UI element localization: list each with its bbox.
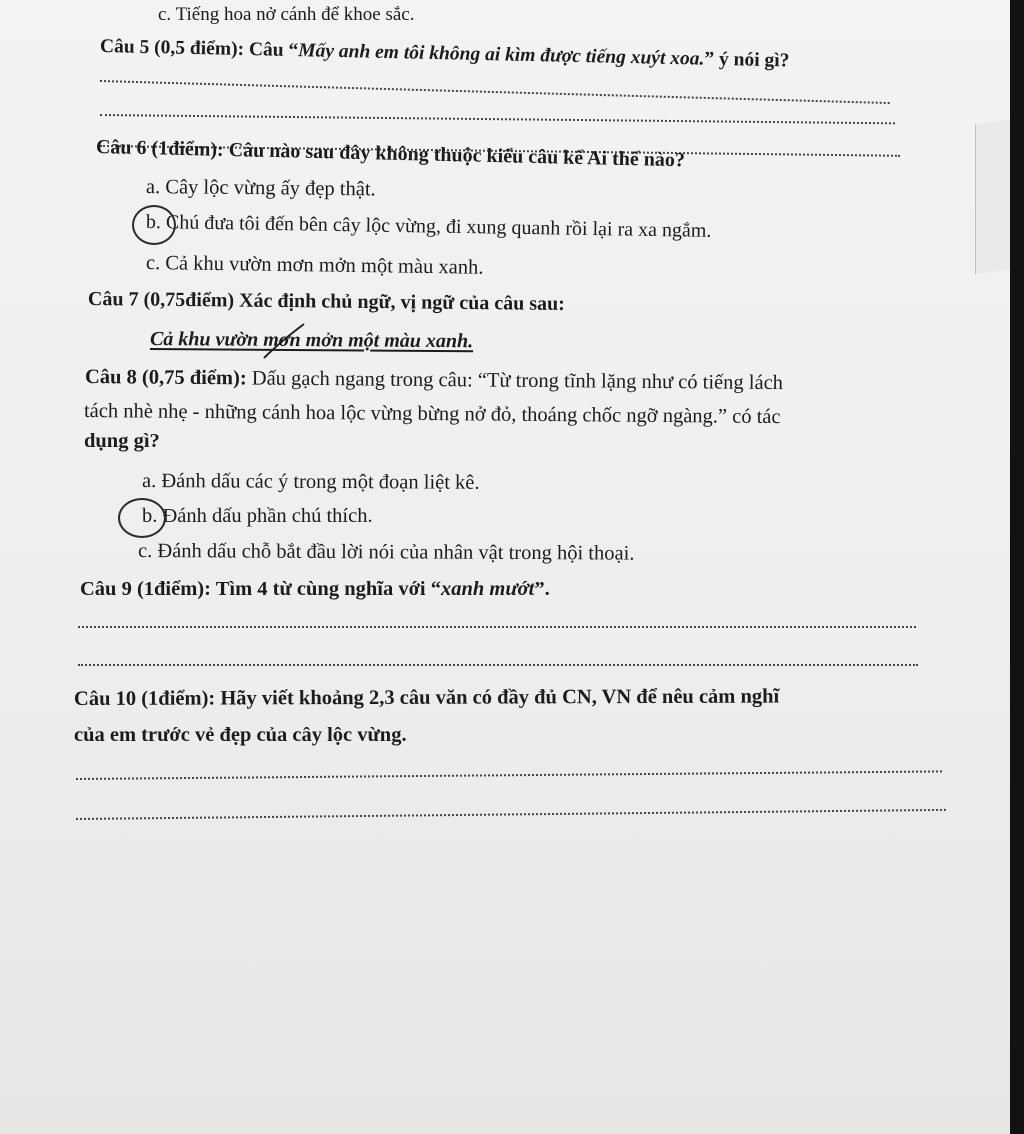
answer-line-9b [78,664,918,666]
question-6-text: Câu nào sau đây không thuộc kiểu câu kể Ai thế nào? [223,138,686,172]
question-5-tail: ” ý nói gì? [704,48,790,72]
answer-circle-8b [118,498,166,538]
question-8-line-2: tách nhè nhẹ - những cánh hoa lộc vừng bừng nở đỏ, thoáng chốc ngỡ ngàng.” có tác [83,400,781,429]
answer-line-9a [78,626,916,628]
question-6-option-b: b. Chú đưa tôi đến bên cây lộc vừng, đi xung quanh rồi lại ra xa ngắm. [145,211,712,242]
answer-line-5a [100,80,890,104]
question-7-label: Câu 7 (0,75điểm) [87,288,235,312]
question-8-line-1 [85,364,783,396]
question-5 [100,34,790,74]
question-9-tail: ”. [534,578,550,600]
question-9-label: Câu 9 (1điểm): [80,578,211,600]
question-6-label: Câu 6 (1điểm): [95,136,224,161]
question-6-option-c: c. Cả khu vườn mơn mởn một màu xanh. [145,252,484,279]
answer-circle-6b [132,205,176,245]
subject-predicate-slash [260,318,320,360]
question-10-text-1: Hãy viết khoảng 2,3 câu văn có đầy đủ CN, VN để nêu cảm nghĩ [215,685,780,710]
background-edge [1010,0,1024,1134]
question-8-text-1: Dấu gạch ngang trong câu: “Từ trong tĩnh lặng như có tiếng lách [246,367,784,395]
answer-line-10a [76,770,942,780]
previous-option-c: c. Tiếng hoa nở cánh để khoe sắc. [158,4,415,25]
question-8-option-c: c. Đánh dấu chỗ bắt đầu lời nói của nhân vật trong hội thoại. [137,540,635,565]
question-6 [96,134,685,173]
answer-line-5b [100,114,895,124]
question-5-lead: Câu “ [243,39,299,62]
question-8-label: Câu 8 (0,75 điểm): [84,366,247,390]
question-9-word: xanh mướt [441,578,535,600]
question-9 [80,576,550,602]
question-7 [88,286,565,317]
answer-line-10b [76,809,946,820]
question-8-option-a: a. Đánh dấu các ý trong một đoạn liệt kê. [141,470,480,494]
question-5-quote: Mấy anh em tôi không ai kìm được tiếng xuýt xoa. [298,40,705,70]
question-8-line-3: dụng gì? [84,430,160,452]
question-8-option-b: b. Đánh dấu phần chú thích. [142,505,373,527]
question-5-label: Câu 5 (0,5 điểm): [99,36,245,61]
question-10-line-2: của em trước vẻ đẹp của cây lộc vừng. [74,724,407,746]
question-7-text: Xác định chủ ngữ, vị ngữ của câu sau: [233,289,565,315]
ruler-edge [975,116,1010,275]
question-6-option-a: a. Cây lộc vừng ấy đẹp thật. [145,176,376,201]
question-7-sentence: Cả khu vườn mơn mởn một màu xanh. [149,328,474,353]
question-10-label: Câu 10 (1điểm): [73,687,216,710]
question-9-lead: Tìm 4 từ cùng nghĩa với “ [210,578,441,600]
question-10-line-1 [74,684,779,712]
